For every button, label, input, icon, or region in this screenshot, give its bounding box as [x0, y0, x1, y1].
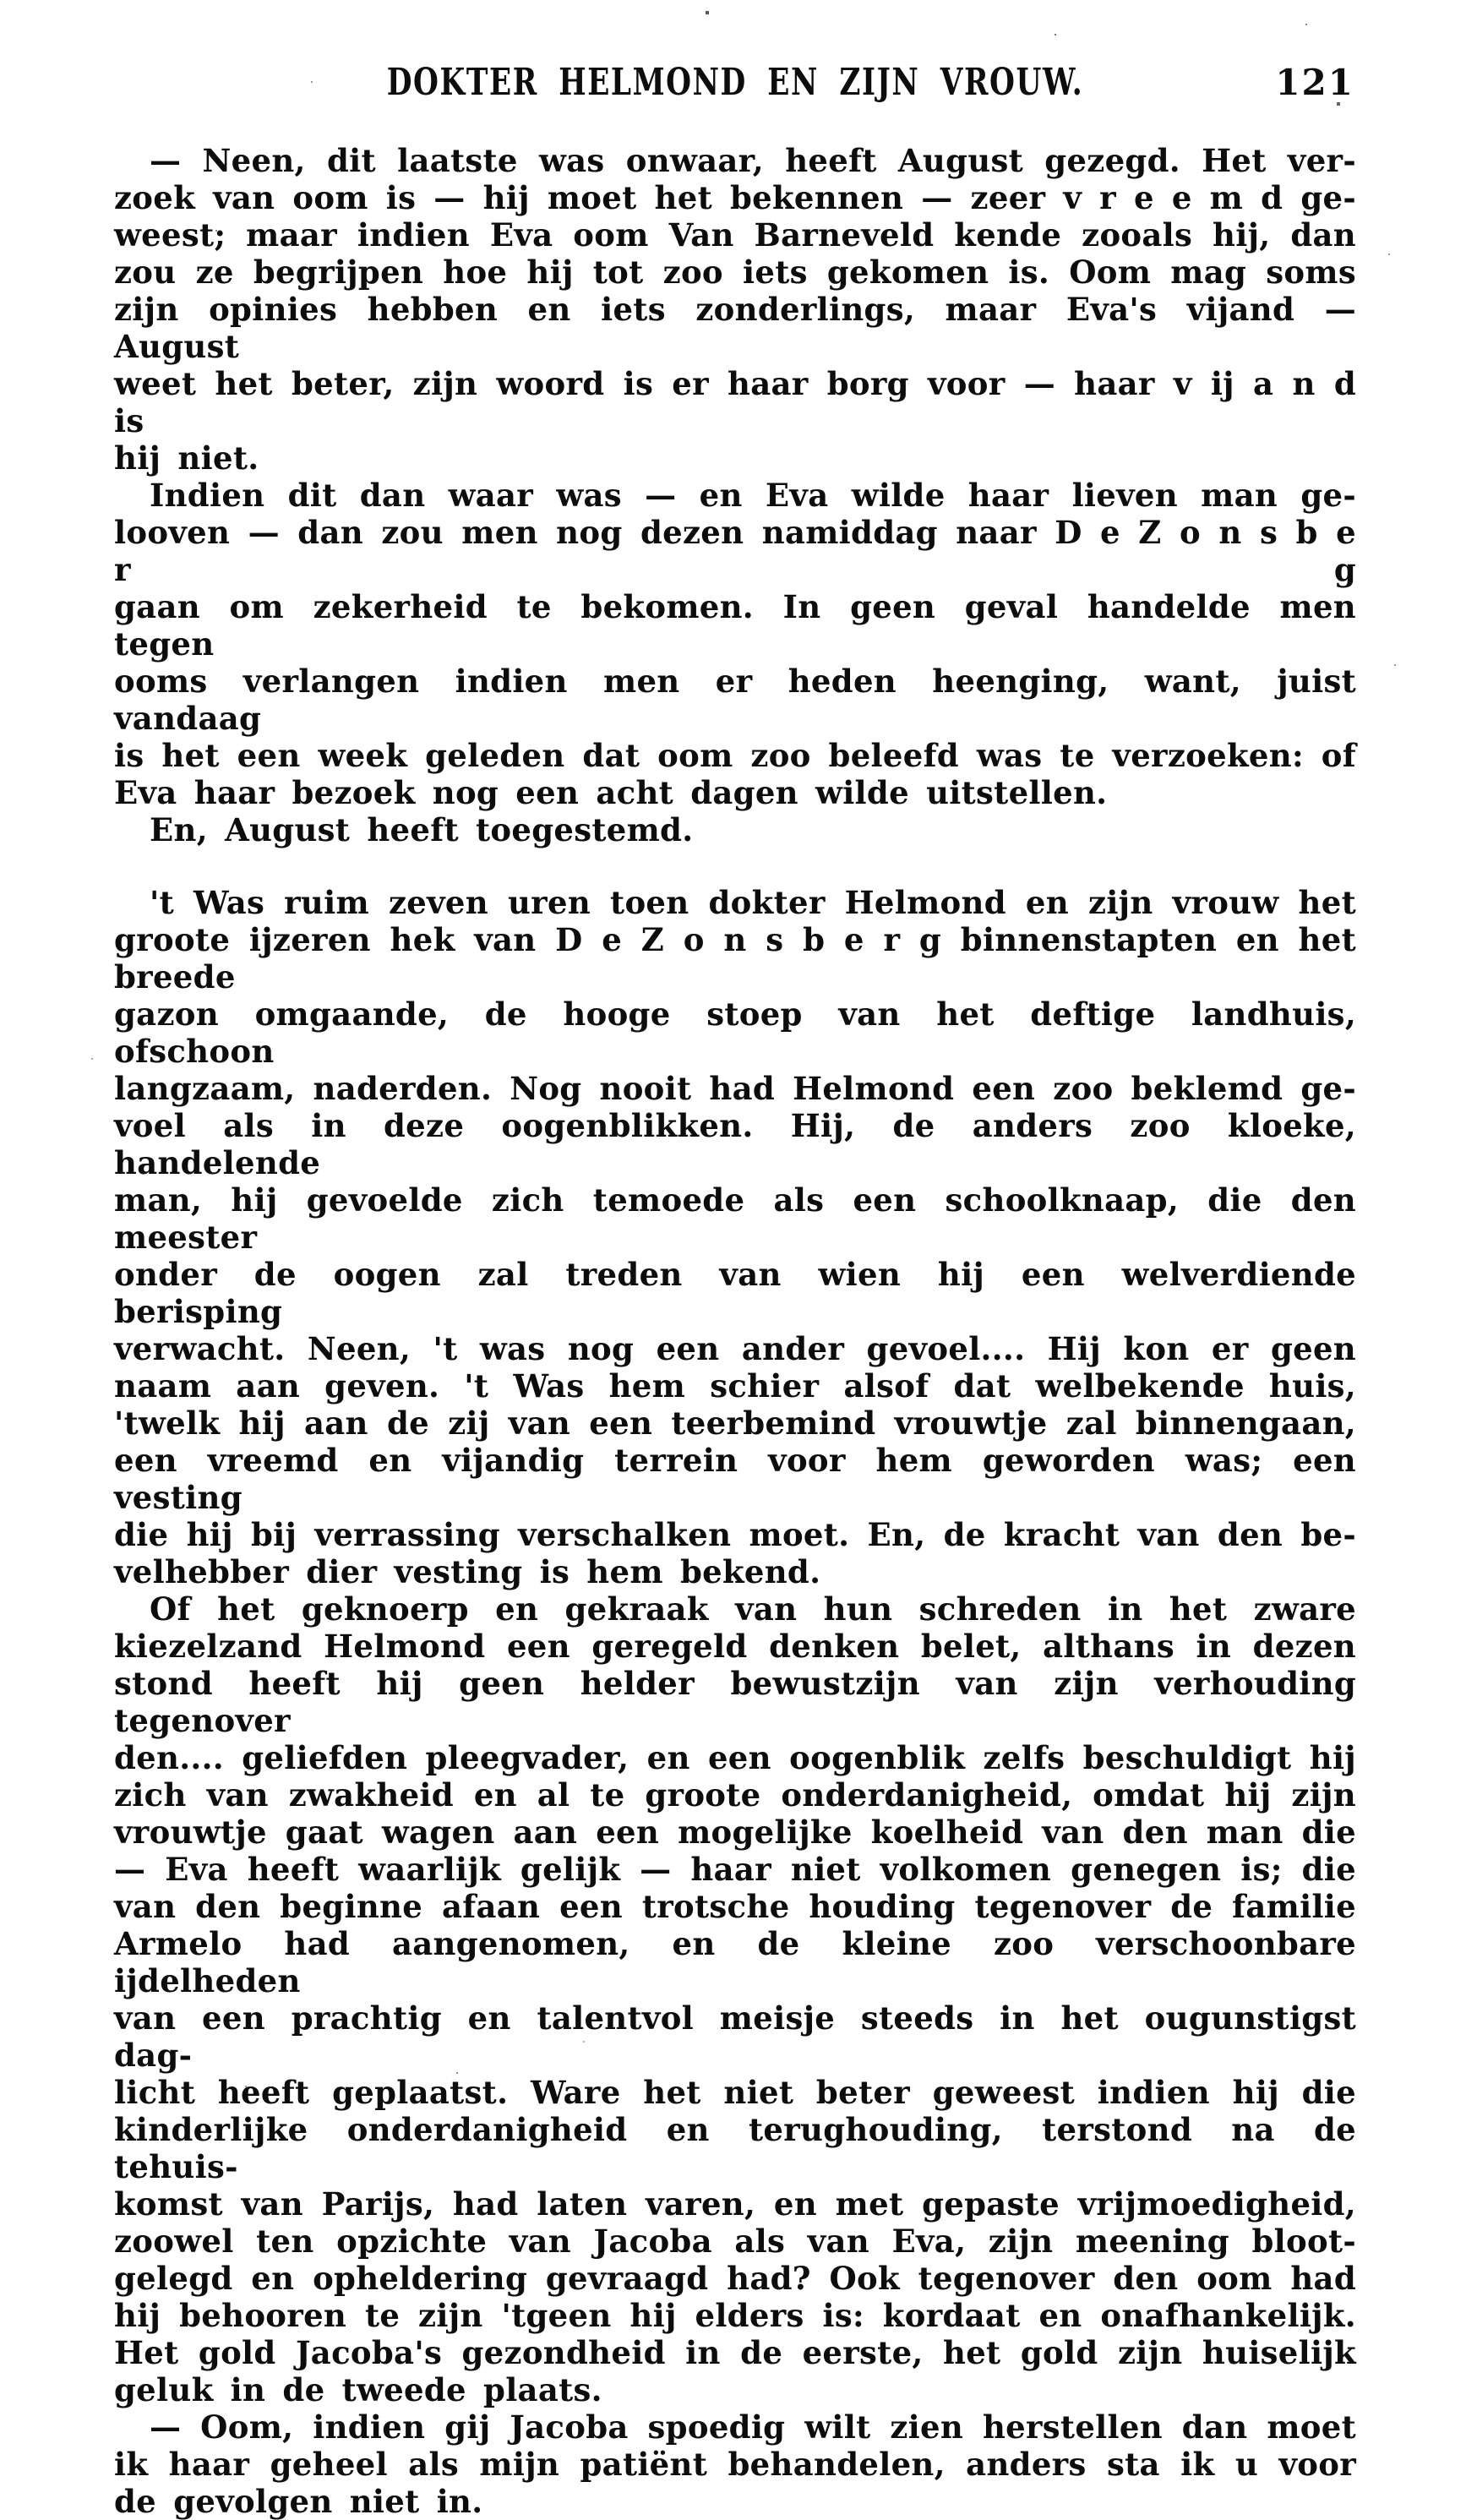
paragraph — [114, 142, 1356, 477]
text-line: zich van zwakheid en al te groote onderdanigheid, omdat hij zijn — [114, 1776, 1356, 1814]
text-line: licht heeft geplaatst. Ware het niet beter geweest indien hij die — [114, 2074, 1356, 2111]
text-line: die hij bij verrassing verschalken moet. En, de kracht van den be- — [114, 1516, 1356, 1553]
paragraph — [114, 811, 1356, 848]
text-line: hij niet. — [114, 439, 259, 477]
text-line: looven — dan zou men nog dezen namiddag naar D e Z o n s b e r g — [114, 514, 1356, 588]
text-line: zoek van oom is — hij moet het bekennen — zeer v r e e m d ge- — [114, 179, 1356, 216]
text-line: velhebber dier vesting is hem bekend. — [114, 1553, 821, 1590]
text-line: — Neen, dit laatste was onwaar, heeft August gezegd. Het ver- — [150, 142, 1356, 179]
paragraph — [114, 2408, 1356, 2520]
text-line: En, August heeft toegestemd. — [150, 811, 694, 848]
text-line: man, hij gevoelde zich temoede als een schoolknaap, die den meester — [114, 1181, 1356, 1256]
text-line: verwacht. Neen, 't was nog een ander gevoel.... Hij kon er geen — [114, 1330, 1356, 1367]
text-line: Armelo had aangenomen, en de kleine zoo verschoonbare ijdelheden — [114, 1925, 1356, 1999]
text-line: de gevolgen niet in. — [114, 2483, 483, 2520]
text-line: gaan om zekerheid te bekomen. In geen geval handelde men tegen — [114, 588, 1356, 663]
text-line: voel als in deze oogenblikken. Hij, de anders zoo kloeke, handelende — [114, 1107, 1356, 1181]
text-line: ik haar geheel als mijn patiënt behandelen, anders sta ik u voor — [114, 2446, 1356, 2483]
text-line: den.... geliefden pleegvader, en een oogenblik zelfs beschuldigt hij — [114, 1739, 1356, 1776]
scan-noise-speckles — [0, 0, 2, 2]
text-line: zou ze begrijpen hoe hij tot zoo iets gekomen is. Oom mag soms — [114, 254, 1356, 291]
text-line: — Oom, indien gij Jacoba spoedig wilt zien herstellen dan moet — [150, 2408, 1356, 2446]
text-line: Indien dit dan waar was — en Eva wilde haar lieven man ge- — [150, 477, 1356, 514]
paragraph — [114, 1590, 1356, 2408]
text-line: zoowel ten opzichte van Jacoba als van Eva, zijn meening bloot- — [114, 2223, 1356, 2260]
paragraph — [114, 884, 1356, 1590]
text-line: onder de oogen zal treden van wien hij een welverdiende berisping — [114, 1256, 1356, 1330]
text-line: ooms verlangen indien men er heden heenging, want, juist vandaag — [114, 663, 1356, 737]
running-header — [114, 61, 1356, 112]
text-line: Of het geknoerp en gekraak van hun schreden in het zware — [150, 1590, 1356, 1628]
text-line: — Eva heeft waarlijk gelijk — haar niet volkomen genegen is; die — [114, 1851, 1356, 1888]
text-line: is het een week geleden dat oom zoo beleefd was te verzoeken: of — [114, 737, 1356, 774]
text-line: zijn opinies hebben en iets zonderlings, maar Eva's vijand — August — [114, 291, 1356, 365]
text-line: komst van Parijs, had laten varen, en met gepaste vrijmoedigheid, — [114, 2185, 1356, 2223]
text-line: 'twelk hij aan de zij van een teerbemind vrouwtje zal binnengaan, — [114, 1405, 1356, 1442]
page-body — [114, 142, 1356, 2520]
text-line: hij behooren te zijn 'tgeen hij elders is: kordaat en onafhankelijk. — [114, 2297, 1356, 2334]
page-number: 121 — [1275, 62, 1354, 103]
text-line: weet het beter, zijn woord is er haar borg voor — haar v ij a n d is — [114, 365, 1356, 439]
text-line: naam aan geven. 't Was hem schier alsof dat welbekende huis, — [114, 1367, 1356, 1405]
text-line: gelegd en opheldering gevraagd had? Ook tegenover den oom had — [114, 2260, 1356, 2297]
text-line: van een prachtig en talentvol meisje steeds in het ougunstigst dag- — [114, 1999, 1356, 2074]
text-line: geluk in de tweede plaats. — [114, 2371, 602, 2408]
text-line: van den beginne afaan een trotsche houding tegenover de familie — [114, 1888, 1356, 1925]
text-line: langzaam, naderden. Nog nooit had Helmond een zoo beklemd ge- — [114, 1070, 1356, 1107]
text-line: groote ijzeren hek van D e Z o n s b e r g binnenstapten en het breede — [114, 921, 1356, 995]
text-line: vrouwtje gaat wagen aan een mogelijke koelheid van den man die — [114, 1814, 1356, 1851]
text-line: Het gold Jacoba's gezondheid in de eerste, het gold zijn huiselijk — [114, 2334, 1356, 2371]
text-line: kinderlijke onderdanigheid en terughouding, terstond na de tehuis- — [114, 2111, 1356, 2185]
text-line: gazon omgaande, de hooge stoep van het deftige landhuis, ofschoon — [114, 995, 1356, 1070]
text-line: kiezelzand Helmond een geregeld denken belet, althans in dezen — [114, 1628, 1356, 1665]
text-line: Eva haar bezoek nog een acht dagen wilde uitstellen. — [114, 774, 1108, 811]
page-header-title: DOKTER HELMOND EN ZIJN VROUW. — [386, 61, 1084, 104]
text-line: 't Was ruim zeven uren toen dokter Helmond en zijn vrouw het — [150, 884, 1356, 921]
text-line: stond heeft hij geen helder bewustzijn van zijn verhouding tegenover — [114, 1665, 1356, 1739]
text-line: weest; maar indien Eva oom Van Barneveld kende zooals hij, dan — [114, 216, 1356, 254]
paragraph — [114, 477, 1356, 811]
text-line: een vreemd en vijandig terrein voor hem geworden was; een vesting — [114, 1442, 1356, 1516]
